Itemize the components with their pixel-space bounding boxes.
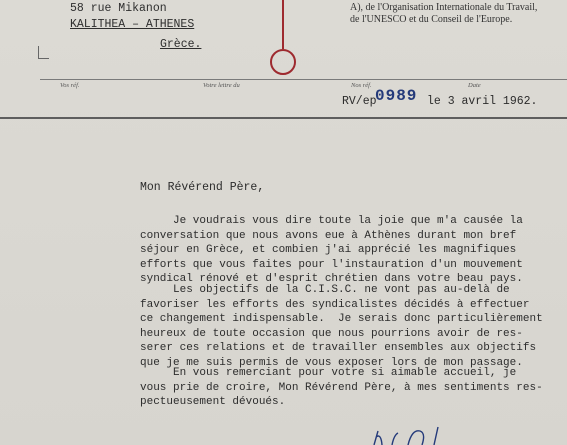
- organization-line-2: de l'UNESCO et du Conseil de l'Europe.: [350, 14, 513, 25]
- label-date: Date: [468, 82, 481, 89]
- letterhead-circle-ornament: [270, 49, 296, 75]
- address-street: 58 rue Mikanon: [70, 2, 167, 15]
- fold-corner-mark: [38, 46, 49, 59]
- signature-fragment: [368, 425, 448, 445]
- address-city: KALITHEA – ATHENES: [70, 18, 195, 31]
- body-paragraph-3: En vous remerciant pour votre si aimable accueil, je vous prie de croire, Mon Révérend Père, à mes sentiments res- pectueusement dévoués.: [140, 367, 543, 409]
- organization-line-1: A), de l'Organisation Internationale du Travail,: [350, 2, 538, 13]
- address-country: Grèce.: [160, 38, 202, 51]
- label-nos-ref: Nos réf.: [351, 82, 372, 89]
- reference-prefix: RV/ep: [342, 95, 377, 108]
- body-paragraph-2: Les objectifs de la C.I.S.C. ne vont pas au-delà de favoriser les efforts des syndicalistes décidés à effectuer ce changement indispensable. Je serais donc particulièrement heureux de toute occasion que nous pourrions avoir de res- serer ces relations et de travailler ensembles aux objectifs que je me suis permis de vous exposer lors de mon passage.: [140, 284, 543, 369]
- body-paragraph-1: Je voudrais vous dire toute la joie que m'a causée la conversation que nous avons eue à Athènes durant mon bref séjour en Grèce, et combien j'ai apprécié les magnifiques efforts que vous faites pour l'instauration d'un mouvement syndical rénové et d'esprit chrétien dans votre beau pays.: [140, 215, 523, 286]
- label-vos-ref: Vos réf.: [60, 82, 80, 89]
- label-votre-lettre: Votre lettre du: [203, 82, 240, 89]
- letterhead-divider-line: [282, 0, 284, 49]
- letter-date: le 3 avril 1962.: [427, 95, 538, 108]
- header-rule: [40, 79, 567, 80]
- reference-number-stamp: 0989: [375, 87, 418, 105]
- salutation: Mon Révérend Père,: [140, 181, 265, 194]
- page-fold-rule: [0, 117, 567, 119]
